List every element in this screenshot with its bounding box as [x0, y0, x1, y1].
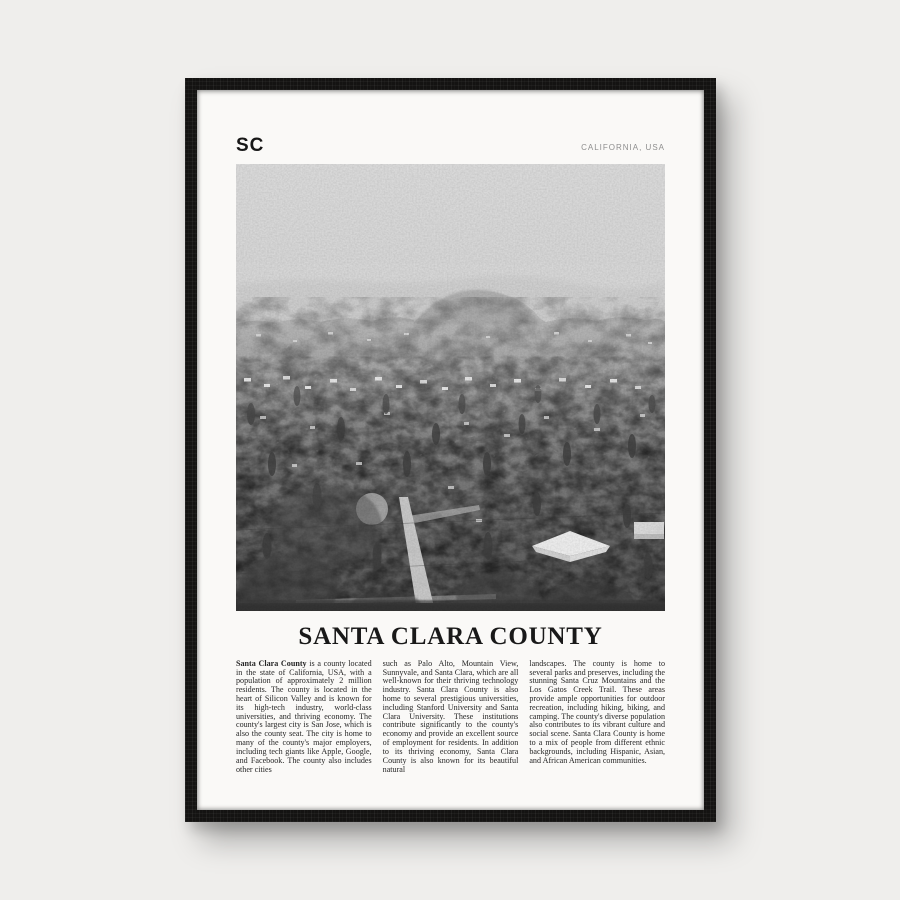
article-column-1 — [236, 660, 372, 775]
picture-frame — [185, 78, 716, 822]
monogram-text: SC — [236, 135, 265, 156]
article-column-3: landscapes. The county is home to several parks and preserves, including the stunning Santa Cruz Mountains and the Los Gatos Creek Trail. These areas provide ample opportunities for outdoor recreation, including hiking, biking, and camping. The county's diverse population also contributes to its vibrant culture and social scene. Santa Clara County is home to a mix of people from different ethnic backgrounds, including Hispanic, Asian, and African American communities. — [529, 658, 666, 765]
article-column-2: such as Palo Alto, Mountain View, Sunnyvale, and Santa Clara, which are all well-known for their thriving technology industry. Santa Clara County is also home to several prestigious universities, including Stanford University and Santa Clara University. These institutions contribute significantly to the county's economy and provide an excellent source of employment for residents. In addition to its thriving economy, Santa Clara County is also known for its beautiful natural — [382, 658, 519, 774]
poster-header — [236, 133, 665, 155]
article-lead: Santa Clara County — [236, 658, 307, 668]
poster — [197, 90, 704, 810]
location-text: CALIFORNIA, USA — [581, 143, 665, 152]
article-column-1-text: is a county located in the state of California, USA, with a population of approximately 2 million residents. The county is located in the heart of Silicon Valley and is known for its high-tech industry, world-class universities, and thriving economy. The county's largest city is San Jose, which is also the county seat. The city is home to many of the county's major employers, including tech giants like Apple, Google, and Facebook. The county also includes other cities — [236, 658, 372, 774]
aerial-photo — [236, 164, 665, 611]
article-columns — [236, 660, 665, 775]
poster-title: SANTA CLARA COUNTY — [298, 623, 603, 650]
